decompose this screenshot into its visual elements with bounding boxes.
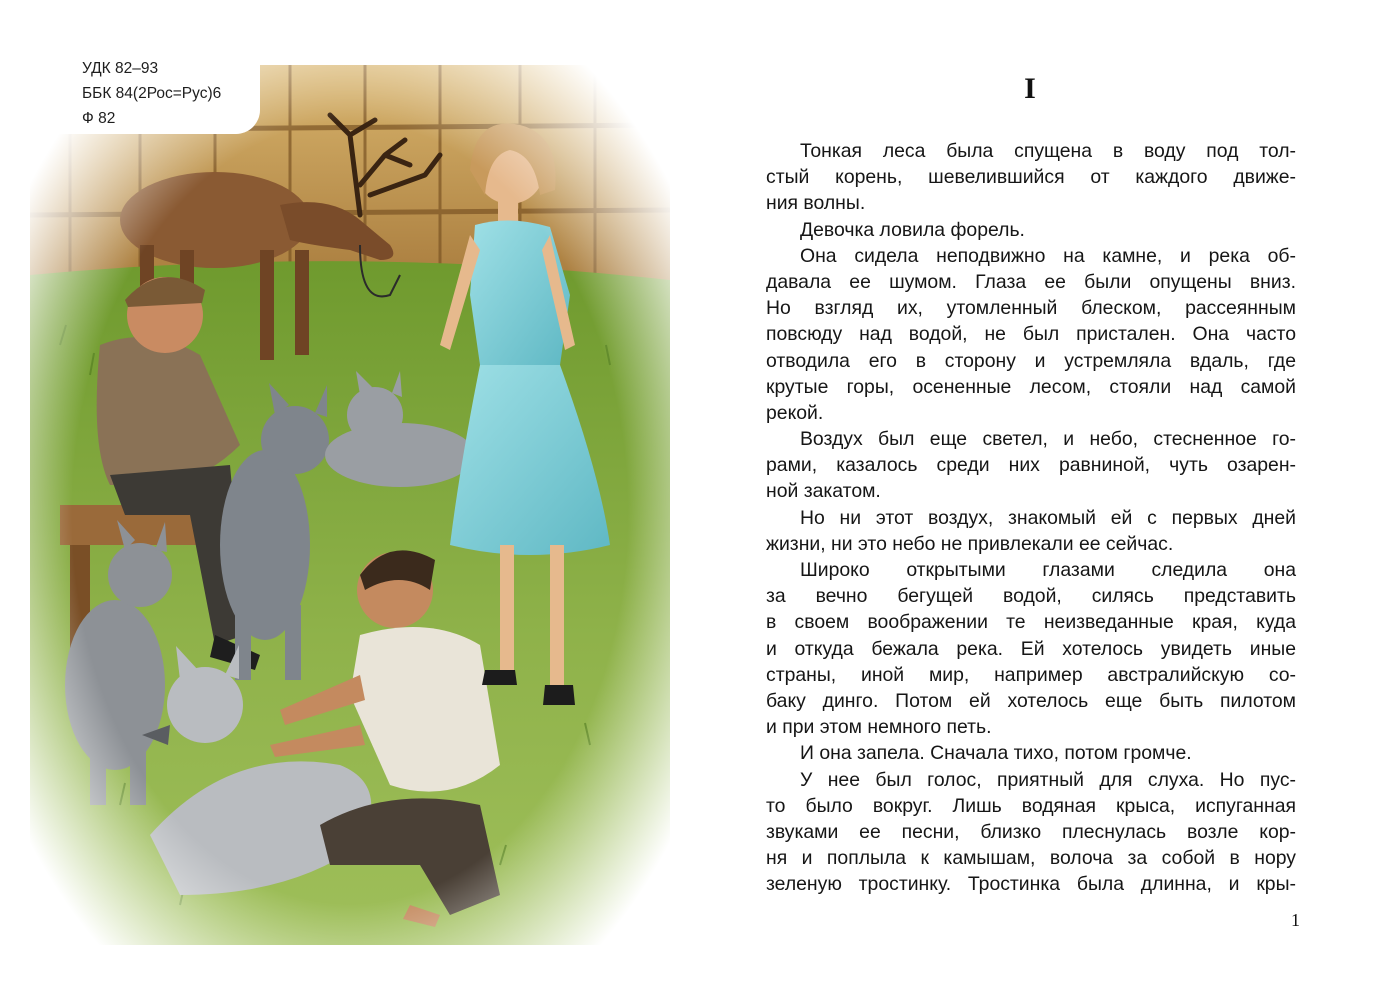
text-line: жизни, ни это небо не привлекали ее сейчас. xyxy=(766,532,1174,555)
text-line: Но взгляд их, утомленный блеском, рассеянным xyxy=(766,297,1296,320)
text-line: крутые горы, осененные лесом, стояли над самой xyxy=(766,375,1296,398)
text-line: рами, казалось среди них равниной, чуть озарен- xyxy=(766,454,1296,477)
text-line: отводила его в сторону и устремляла вдаль, где xyxy=(766,349,1296,372)
text-line: давала ее шумом. Глаза ее были опущены вниз. xyxy=(766,270,1296,293)
text-line: У нее был голос, приятный для слуха. Но пус- xyxy=(800,768,1296,791)
illustration-drawing xyxy=(30,45,670,945)
text-line: Но ни этот воздух, знакомый ей с первых дней xyxy=(800,506,1296,529)
text-line: Она сидела неподвижно на камне, и река об- xyxy=(800,244,1296,267)
text-line: баку динго. Потом ей хотелось еще быть пилотом xyxy=(766,689,1296,712)
text-line: стый корень, шевелившийся от каждого движе- xyxy=(766,166,1296,189)
text-line: звуками ее песни, близко плеснулась возле кор- xyxy=(766,820,1296,843)
text-line: и при этом немного петь. xyxy=(766,716,992,739)
catalog-codes xyxy=(60,52,260,134)
text-line: ня и поплыла к камышам, волоча за собой в нору xyxy=(766,847,1296,870)
text-line: ния волны. xyxy=(766,192,866,215)
text-line: и откуда бежала река. Ей хотелось увидеть иные xyxy=(766,637,1296,660)
text-line: Девочка ловила форель. xyxy=(800,218,1025,241)
text-line: ной закатом. xyxy=(766,480,881,503)
text-line: повсюду над водой, не был пристален. Она часто xyxy=(766,323,1296,346)
book-illustration xyxy=(30,45,670,945)
text-line: Широко открытыми глазами следила она xyxy=(800,559,1296,581)
text-line: Воздух был еще светел, и небо, стесненное го- xyxy=(800,428,1296,451)
text-line: И она запела. Сначала тихо, потом громче. xyxy=(800,742,1192,765)
text-line: в своем воображении те неизведанные края, куда xyxy=(766,611,1296,634)
udk-code: УДК 82–93 xyxy=(82,60,159,77)
text-line: рекой. xyxy=(766,401,824,424)
page-number: 1 xyxy=(1291,910,1300,930)
text-line: то было вокруг. Лишь водяная крыса, испуганная xyxy=(766,794,1296,817)
text-line: зеленую тростинку. Тростинка была длинна, и кры- xyxy=(766,873,1296,896)
text-line: страны, иной мир, например австралийскую со- xyxy=(766,663,1296,686)
bbk-code: ББК 84(2Рос=Рус)6 xyxy=(82,85,222,102)
text-line: Тонкая леса была спущена в воду под тол- xyxy=(800,140,1296,162)
body-text xyxy=(766,138,1296,897)
chapter-title: I xyxy=(1024,72,1036,105)
text-line: за вечно бегущей водой, силясь представить xyxy=(766,585,1296,608)
author-code: Ф 82 xyxy=(82,110,116,127)
